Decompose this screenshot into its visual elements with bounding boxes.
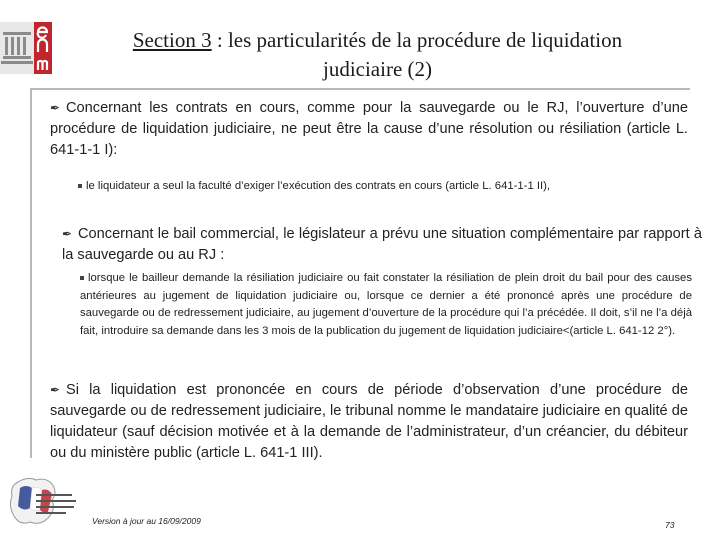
page-number: 73 [665, 520, 675, 530]
paragraph-text: Si la liquidation est prononcée en cours de période d’observation d’une procédure de sauvegarde ou de redressement judiciaire, le tribunal nomme le mandataire judiciaire en qualité de liquidateur (sauf décision motivée et à la demande de l’administrateur, d’un créancier, du débiteur ou du ministère public (article L. 641-1 III). [50, 382, 688, 461]
enm-logo [0, 22, 52, 74]
paragraph-bail [62, 224, 702, 266]
pen-bullet-icon: ✒ [50, 383, 61, 397]
subpoint-text: le liquidateur a seul la faculté d’exiger l’exécution des contrats en cours (article L. 641-1-1 II), [86, 180, 551, 192]
pen-bullet-icon: ✒ [50, 101, 61, 115]
header-rule [30, 88, 690, 90]
subpoint-text: lorsque le bailleur demande la résiliation judiciaire ou fait constater la résiliation de plein droit du bail pour des causes antérieures au jugement de liquidation judiciaire ou, lorsque ce dernier a été prononcé après une procédure de sauvegarde ou de redressement judiciaire, au jugement d’ouverture de la procédure qui l’a précédée. Il doit, s’il ne l’a déjà fait, introduire sa demande dans les 3 mois de la publication du jugement de liquidation judiciaire<(article L. 641-12 2°). [80, 272, 692, 337]
title-rest: : les particularités de la procédure de liquidation [211, 28, 623, 52]
paragraph-text: Concernant le bail commercial, le législateur a prévu une situation complémentaire par rapport à la sauvegarde ou au RJ : [62, 226, 702, 263]
subpoint-liquidateur [78, 178, 690, 196]
title-section: Section 3 [132, 28, 212, 52]
version-date: Version à jour au 16/09/2009 [92, 516, 201, 526]
subpoint-bailleur [80, 270, 692, 340]
pen-bullet-icon: ✒ [62, 227, 73, 241]
square-bullet-icon [80, 270, 88, 278]
square-bullet-icon [78, 178, 86, 186]
left-rule [30, 88, 32, 458]
ministry-logo [6, 474, 80, 536]
paragraph-liquidation [50, 380, 688, 464]
paragraph-contrats [50, 98, 688, 161]
title-line2: judiciaire (2) [322, 57, 433, 81]
paragraph-text: Concernant les contrats en cours, comme pour la sauvegarde ou le RJ, l’ouverture d’une procédure de liquidation judiciaire, ne peut être la cause d’une résolution ou résiliation (article L. 641-1-1 I): [50, 100, 688, 158]
page-title [70, 26, 685, 84]
